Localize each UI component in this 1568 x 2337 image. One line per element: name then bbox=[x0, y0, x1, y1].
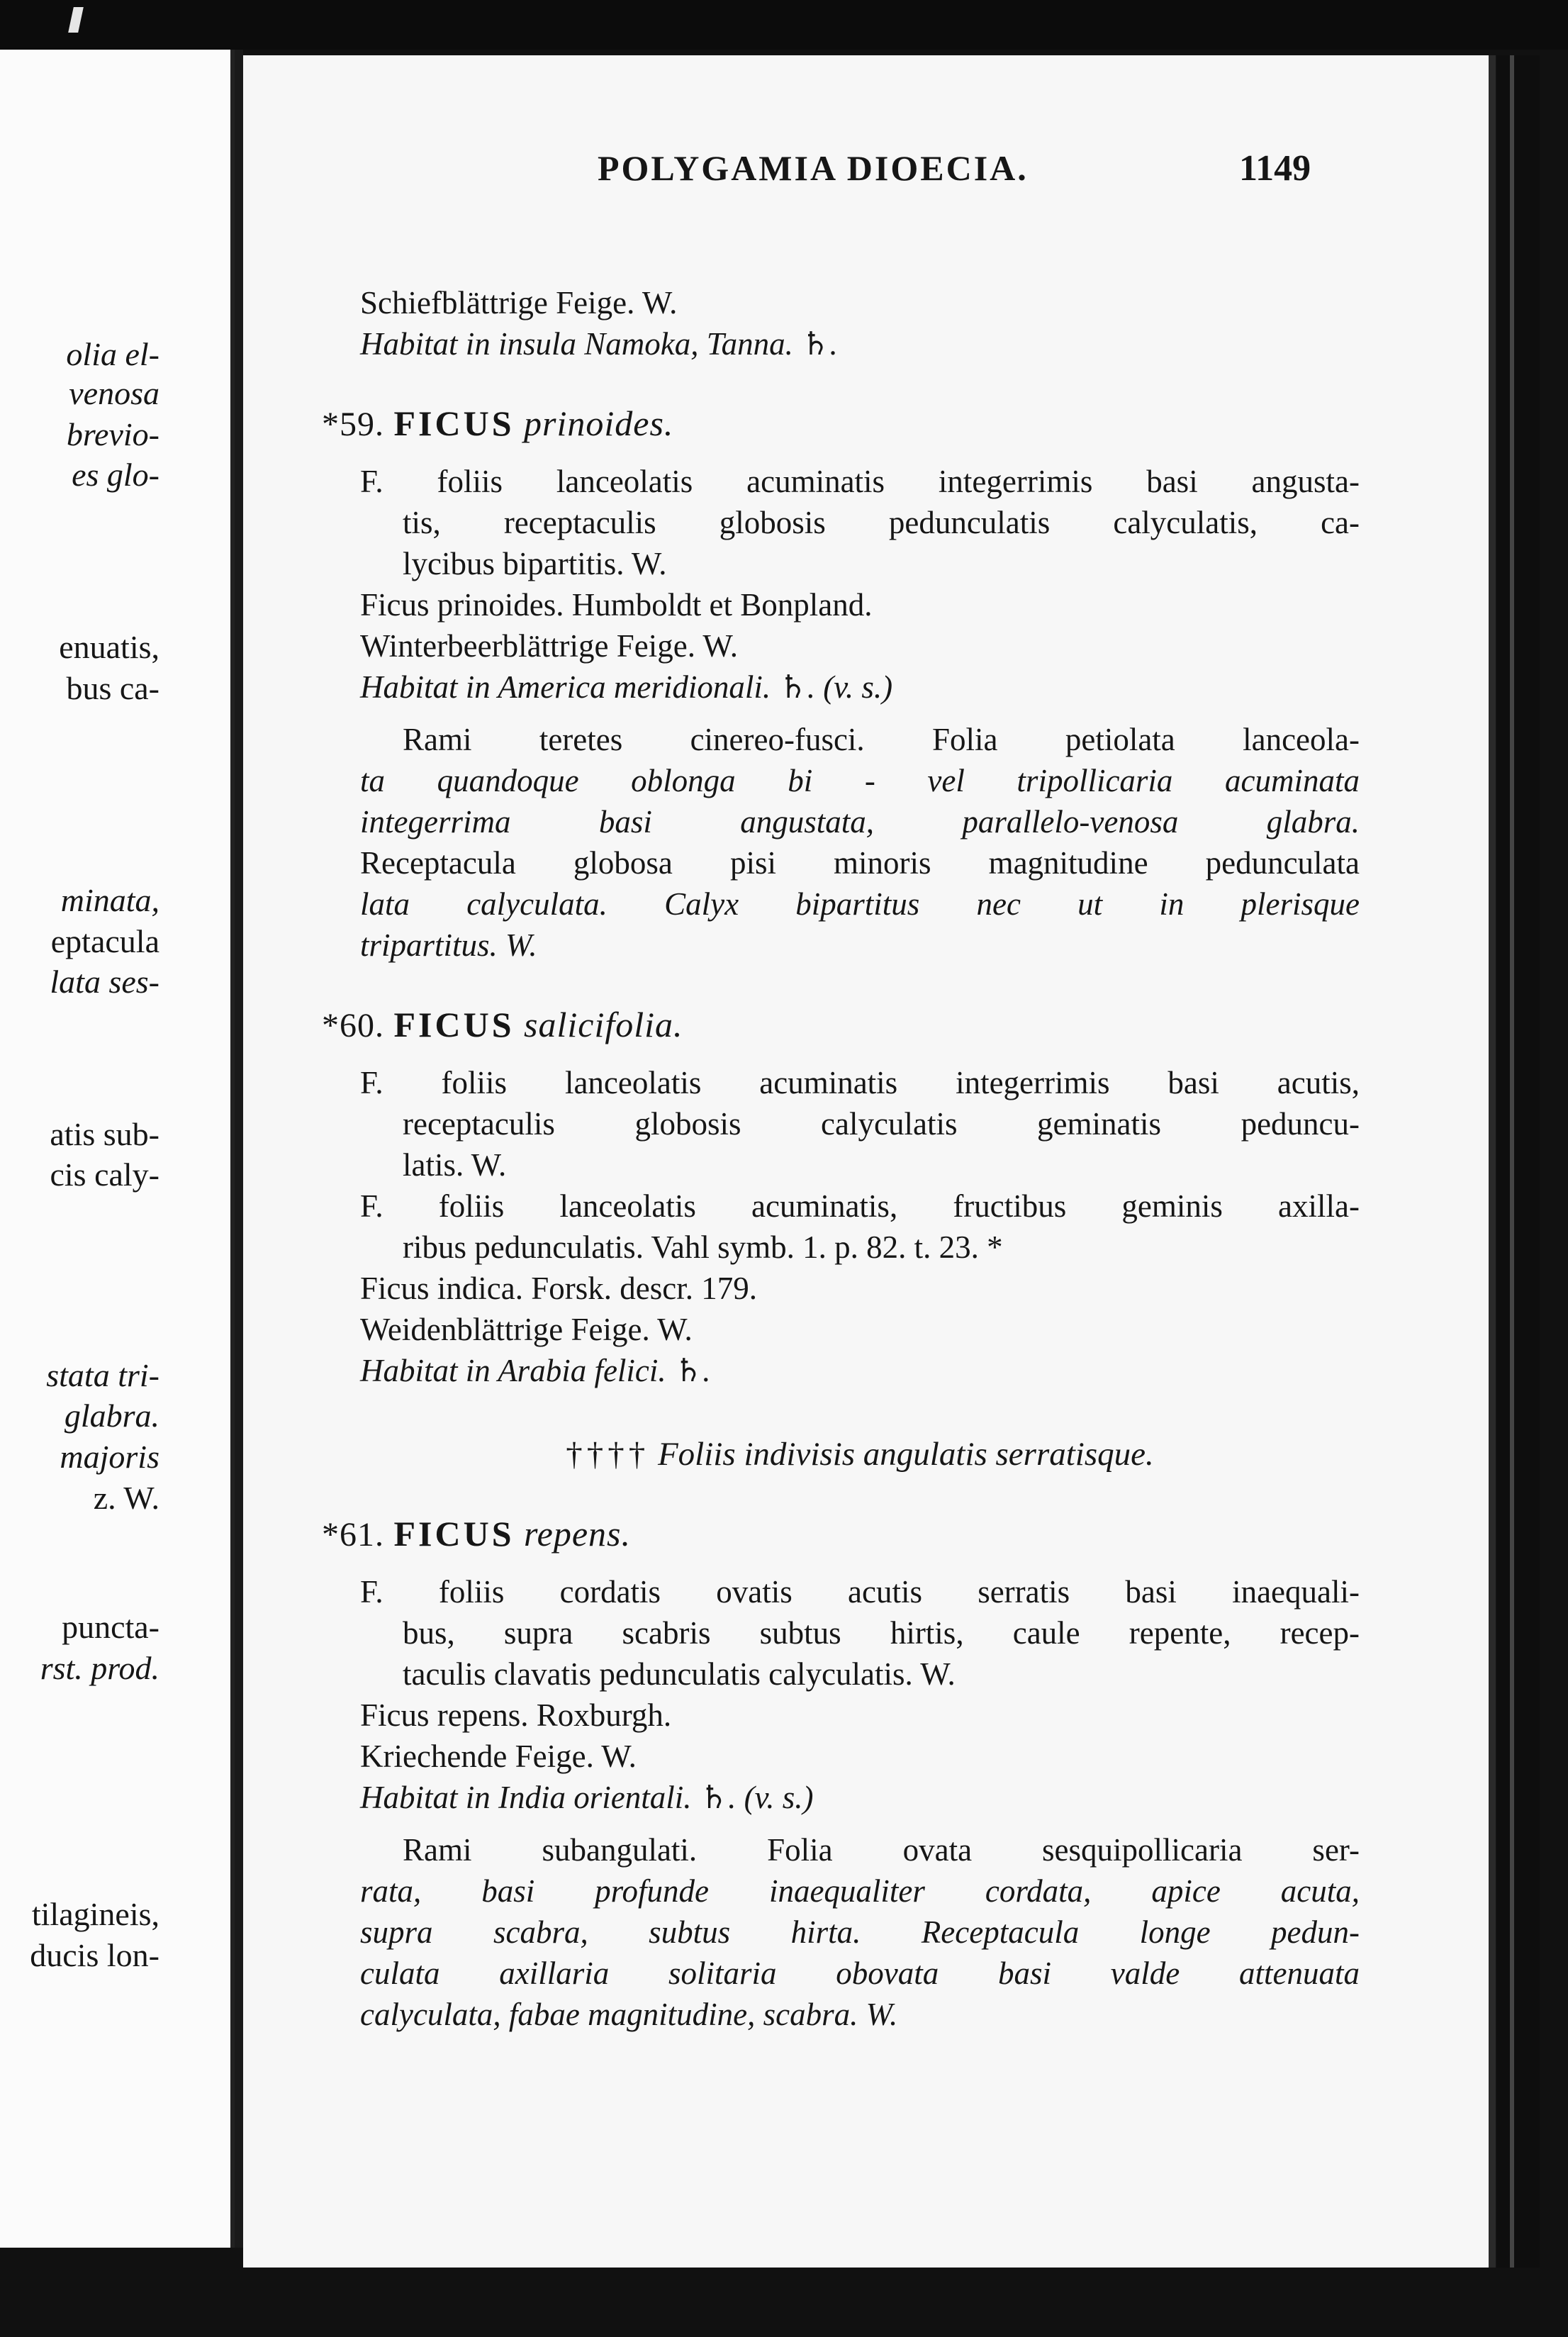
page-number: 1149 bbox=[1239, 148, 1311, 189]
left-line: puncta- bbox=[62, 1609, 159, 1645]
habitat-line: Habitat in India orientali. ♄. (v. s.) bbox=[360, 1780, 814, 1815]
left-line: olia el- bbox=[66, 336, 159, 372]
running-title: POLYGAMIA DIOECIA. bbox=[598, 148, 1029, 188]
description-line: ta quandoque oblonga bi - vel tripollicaria acuminata bbox=[360, 763, 1360, 798]
left-line: brevio- bbox=[66, 416, 159, 452]
left-line: venosa bbox=[69, 375, 159, 411]
left-line: bus ca- bbox=[66, 670, 159, 706]
text-line: Schiefblättrige Feige. W. bbox=[360, 285, 678, 320]
diagnosis-line: F. foliis lanceolatis acuminatis, fructibus geminis axilla- bbox=[360, 1188, 1360, 1224]
description-line: tripartitus. W. bbox=[360, 927, 537, 963]
left-page-fragment bbox=[0, 50, 235, 2248]
habitat-line: Habitat in insula Namoka, Tanna. ♄. bbox=[360, 326, 838, 362]
diagnosis-line: F. foliis cordatis ovatis acutis serratis basi inaequali- bbox=[360, 1574, 1360, 1610]
left-line: enuatis, bbox=[59, 629, 159, 665]
left-line: majoris bbox=[60, 1439, 159, 1475]
description-line: Rami teretes cinereo-fusci. Folia petiolata lanceola- bbox=[403, 722, 1360, 757]
description-line: Rami subangulati. Folia ovata sesquipollicaria ser- bbox=[403, 1832, 1360, 1868]
right-page bbox=[243, 55, 1496, 2268]
entry-number: *61. bbox=[322, 1516, 384, 1554]
running-header bbox=[243, 147, 1489, 197]
dagger-marks: †††† bbox=[566, 1436, 650, 1473]
synonym-line: Weidenblättrige Feige. W. bbox=[360, 1312, 693, 1347]
habitat-line: Habitat in Arabia felici. ♄. bbox=[360, 1353, 711, 1388]
description-line: lata calyculata. Calyx bipartitus nec ut in plerisque bbox=[360, 886, 1360, 922]
left-line: lata ses- bbox=[50, 964, 159, 1000]
entry-genus: FICUS bbox=[393, 1514, 515, 1554]
left-line: es glo- bbox=[72, 457, 159, 493]
left-line: rst. prod. bbox=[40, 1650, 159, 1686]
entry-heading bbox=[322, 403, 1360, 445]
diagnosis-line: tis, receptaculis globosis pedunculatis calyculatis, ca- bbox=[403, 505, 1360, 540]
entry-heading bbox=[322, 1513, 1360, 1556]
entry-species: salicifolia. bbox=[524, 1005, 683, 1044]
diagnosis-line: taculis clavatis pedunculatis calyculatis. W. bbox=[403, 1656, 956, 1692]
diagnosis-line: lycibus bipartitis. W. bbox=[403, 546, 667, 581]
diagnosis-line: bus, supra scabris subtus hirtis, caule repente, recep- bbox=[403, 1615, 1360, 1651]
scan-border bbox=[0, 0, 1568, 50]
synonym-line: Ficus indica. Forsk. descr. 179. bbox=[360, 1271, 757, 1306]
left-line: cis caly- bbox=[50, 1156, 159, 1193]
diagnosis-line: ribus pedunculatis. Vahl symb. 1. p. 82. t. 23. * bbox=[403, 1229, 1003, 1265]
synonym-line: Ficus repens. Roxburgh. bbox=[360, 1697, 672, 1733]
description-line: calyculata, fabae magnitudine, scabra. W. bbox=[360, 1997, 898, 2032]
left-line: eptacula bbox=[50, 923, 159, 959]
diagnosis-line: F. foliis lanceolatis acuminatis integerrimis basi acutis, bbox=[360, 1065, 1360, 1100]
left-line: stata tri- bbox=[46, 1357, 159, 1393]
diagnosis-line: receptaculis globosis calyculatis geminatis peduncu- bbox=[403, 1106, 1360, 1142]
section-heading bbox=[360, 1434, 1360, 1475]
description-line: Receptacula globosa pisi minoris magnitudine pedunculata bbox=[360, 845, 1360, 881]
description-line: integerrima basi angustata, parallelo-venosa glabra. bbox=[360, 804, 1360, 840]
diagnosis-line: latis. W. bbox=[403, 1147, 507, 1183]
left-line: z. W. bbox=[93, 1480, 159, 1516]
diagnosis-line: F. foliis lanceolatis acuminatis integerrimis basi angusta- bbox=[360, 464, 1360, 499]
left-line: tilagineis, bbox=[31, 1896, 159, 1932]
entry-genus: FICUS bbox=[393, 403, 515, 443]
entry-species: prinoides. bbox=[524, 403, 674, 443]
entry-genus: FICUS bbox=[393, 1005, 515, 1044]
synonym-line: Winterbeerblättrige Feige. W. bbox=[360, 628, 739, 664]
description-line: supra scabra, subtus hirta. Receptacula longe pedun- bbox=[360, 1914, 1360, 1950]
entry-species: repens. bbox=[524, 1514, 631, 1554]
description-line: rata, basi profunde inaequaliter cordata, apice acuta, bbox=[360, 1873, 1360, 1909]
left-line: glabra. bbox=[64, 1398, 159, 1434]
description-paragraph bbox=[360, 719, 1360, 966]
entry-number: *59. bbox=[322, 406, 384, 443]
description-paragraph bbox=[360, 1829, 1360, 2035]
synonym-line: Ficus prinoides. Humboldt et Bonpland. bbox=[360, 587, 873, 623]
left-line: ducis lon- bbox=[30, 1937, 159, 1973]
habitat-line: Habitat in America meridionali. ♄. (v. s.) bbox=[360, 669, 893, 705]
entry-heading bbox=[322, 1004, 1360, 1047]
left-line: atis sub- bbox=[50, 1116, 159, 1152]
synonym-line: Kriechende Feige. W. bbox=[360, 1739, 637, 1774]
section-heading-text: Foliis indivisis angulatis serratisque. bbox=[657, 1436, 1154, 1473]
gutter bbox=[235, 50, 243, 2248]
entry-number: *60. bbox=[322, 1007, 384, 1044]
description-line: culata axillaria solitaria obovata basi valde attenuata bbox=[360, 1956, 1360, 1991]
page-body bbox=[322, 282, 1360, 2035]
page-edge bbox=[1497, 55, 1540, 2268]
left-line: minata, bbox=[60, 882, 159, 918]
